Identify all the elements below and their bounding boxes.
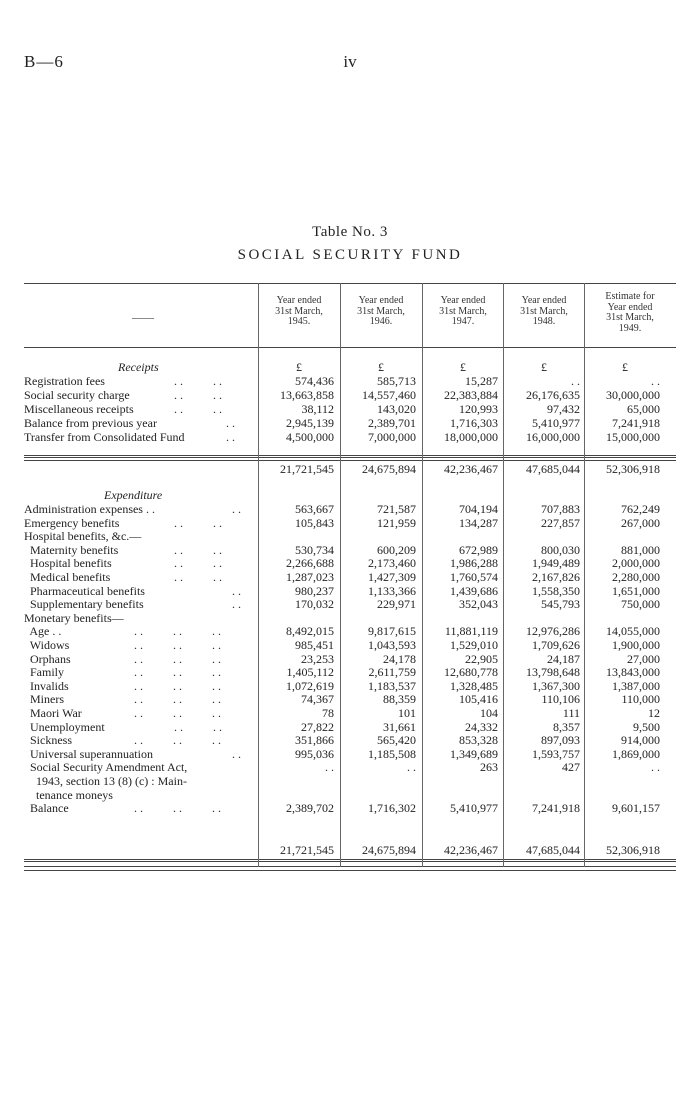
expenditure-row — [24, 585, 676, 598]
value-cell: 1,760,574 — [450, 570, 498, 584]
expenditure-row — [24, 653, 676, 666]
value-cell: 52,306,918 — [606, 843, 660, 857]
value-cell: 229,971 — [377, 597, 416, 612]
value-cell: 427 — [562, 760, 580, 775]
leader-dots: . . . . . . — [134, 733, 221, 748]
value-cell: 24,332 — [465, 719, 498, 734]
value-cell: 47,685,044 — [526, 843, 580, 857]
table-rule — [24, 347, 676, 348]
value-cell: 672,989 — [459, 542, 498, 557]
value-cell: 170,032 — [295, 597, 334, 612]
value-cell: 15,000,000 — [606, 430, 660, 444]
value-cell: 8,492,015 — [286, 624, 334, 639]
column-heading: Year ended 31st March, 1946. — [357, 295, 405, 327]
value-cell: 143,020 — [377, 402, 416, 416]
column-heading: Estimate for Year ended 31st March, 1949. — [605, 291, 655, 334]
value-cell: 110,106 — [541, 692, 580, 707]
value-cell: 134,287 — [459, 515, 498, 530]
value-cell: 24,178 — [383, 651, 416, 666]
row-label: Monetary benefits— — [24, 610, 124, 625]
row-label: Maternity benefits — [24, 542, 119, 557]
value-cell: 707,883 — [541, 502, 580, 516]
value-cell: 27,822 — [301, 719, 334, 734]
value-cell: 352,043 — [459, 597, 498, 612]
value-cell: 31,661 — [383, 719, 416, 734]
row-label: Registration fees — [24, 374, 105, 388]
table-rule — [24, 859, 676, 862]
value-cell: 104 — [480, 706, 498, 720]
expenditure-row — [24, 693, 676, 706]
leader-dots: . . . . — [174, 570, 222, 584]
column-heading: Year ended 31st March, 1947. — [439, 295, 487, 327]
value-cell: 1,185,508 — [368, 746, 416, 761]
leader-dots: . . . . — [174, 542, 222, 557]
expenditure-row — [24, 530, 676, 543]
value-cell: 1,367,300 — [532, 678, 580, 693]
expenditure-row — [24, 598, 676, 611]
value-cell: 14,055,000 — [606, 624, 660, 639]
row-label: Miners — [24, 692, 64, 707]
value-cell: 47,685,044 — [526, 462, 580, 476]
value-cell: 2,167,826 — [532, 570, 580, 584]
row-label: Widows — [24, 638, 70, 652]
value-cell: 14,557,460 — [362, 388, 416, 402]
value-cell: 7,000,000 — [368, 430, 416, 444]
page-number: iv — [343, 52, 357, 71]
value-cell: 9,601,157 — [612, 801, 660, 816]
row-label: Hospital benefits — [24, 556, 112, 571]
value-cell: 24,187 — [547, 651, 580, 666]
row-label: Administration expenses . . — [24, 502, 155, 516]
row-label: Pharmaceutical benefits — [24, 583, 145, 598]
value-cell: 27,000 — [627, 651, 660, 666]
table-title: SOCIAL SECURITY FUND — [237, 247, 463, 263]
value-cell: 1,439,686 — [450, 583, 498, 598]
expenditure-row — [24, 707, 676, 720]
value-cell: 563,667 — [295, 502, 334, 516]
value-cell: 42,236,467 — [444, 843, 498, 857]
row-label: Maori War — [24, 706, 82, 720]
row-label: Invalids — [24, 678, 69, 693]
currency-row — [24, 361, 676, 374]
value-cell: 881,000 — [621, 542, 660, 557]
leader-dots: . . . . . . — [134, 624, 221, 639]
expenditure-total-row — [24, 844, 676, 857]
value-cell: 42,236,467 — [444, 462, 498, 476]
row-label: Transfer from Consolidated Fund — [24, 430, 185, 444]
currency-symbol: £ — [296, 360, 302, 374]
expenditure-row — [24, 544, 676, 557]
row-label: Social Security Amendment Act, — [24, 760, 188, 775]
value-cell: 5,410,977 — [532, 416, 580, 430]
value-cell: 12,680,778 — [444, 665, 498, 680]
leader-dots: . . . . . . — [134, 801, 221, 816]
currency-symbol: £ — [460, 360, 466, 374]
table-rule — [24, 455, 676, 458]
receipt-row — [24, 375, 676, 388]
table-rule — [24, 460, 676, 461]
value-cell: 5,410,977 — [450, 801, 498, 816]
expenditure-row — [24, 761, 676, 774]
leader-dots: . . — [232, 583, 241, 598]
row-label: tenance moneys — [24, 787, 113, 802]
value-cell: 12 — [648, 706, 660, 720]
value-cell: 88,359 — [383, 692, 416, 707]
value-cell: 545,793 — [541, 597, 580, 612]
row-label: Universal superannuation — [24, 746, 153, 761]
currency-symbol: £ — [622, 360, 628, 374]
value-cell: 1,651,000 — [612, 583, 660, 598]
value-cell: 1,287,023 — [286, 570, 334, 584]
value-cell: 101 — [398, 706, 416, 720]
row-label: 1943, section 13 (8) (c) : Main- — [24, 774, 187, 788]
value-cell: 980,237 — [295, 583, 334, 598]
value-cell: 78 — [322, 706, 334, 720]
receipts-total-row — [24, 463, 676, 476]
value-cell: 8,357 — [553, 719, 580, 734]
table-rule — [24, 283, 676, 284]
value-cell: 1,043,593 — [368, 638, 416, 652]
value-cell: 1,072,619 — [286, 678, 334, 693]
value-cell: 1,900,000 — [612, 638, 660, 652]
value-cell: 2,389,701 — [368, 416, 416, 430]
column-heading: Year ended 31st March, 1948. — [520, 295, 568, 327]
value-cell: 985,451 — [295, 638, 334, 652]
value-cell: 1,986,288 — [450, 556, 498, 571]
value-cell: 585,713 — [377, 374, 416, 388]
row-label: Emergency benefits — [24, 515, 120, 530]
currency-symbol: £ — [541, 360, 547, 374]
leader-dots: . . . . — [174, 556, 222, 571]
value-cell: 750,000 — [621, 597, 660, 612]
receipt-row — [24, 431, 676, 444]
expenditure-heading: Expenditure — [104, 488, 163, 502]
value-cell: 105,416 — [459, 692, 498, 707]
value-cell: 13,843,000 — [606, 665, 660, 680]
value-cell: 1,387,000 — [612, 678, 660, 693]
value-cell: 74,367 — [301, 692, 334, 707]
leader-dots: . . — [232, 502, 241, 516]
expenditure-row — [24, 503, 676, 516]
expenditure-row — [24, 802, 676, 815]
expenditure-row — [24, 775, 676, 788]
receipt-row — [24, 403, 676, 416]
row-label: Medical benefits — [24, 570, 111, 584]
leader-dots: . . . . . . — [134, 651, 221, 666]
value-cell: 2,000,000 — [612, 556, 660, 571]
expenditure-row — [24, 612, 676, 625]
value-cell: 38,112 — [301, 402, 334, 416]
value-cell: 26,176,635 — [526, 388, 580, 402]
value-cell: 65,000 — [627, 402, 660, 416]
value-cell: 120,993 — [459, 402, 498, 416]
value-cell: 800,030 — [541, 542, 580, 557]
column-heading: Year ended 31st March, 1945. — [275, 295, 323, 327]
value-cell: 574,436 — [295, 374, 334, 388]
value-cell: 21,721,545 — [280, 462, 334, 476]
value-cell: 2,611,759 — [368, 665, 416, 680]
value-cell: 9,500 — [633, 719, 660, 734]
value-cell: 267,000 — [621, 515, 660, 530]
value-cell: 1,949,489 — [532, 556, 580, 571]
value-cell: 24,675,894 — [362, 843, 416, 857]
value-cell: 97,432 — [547, 402, 580, 416]
value-cell: 1,133,366 — [368, 583, 416, 598]
value-cell: . . — [651, 760, 660, 775]
value-cell: 227,857 — [541, 515, 580, 530]
value-cell: 12,976,286 — [526, 624, 580, 639]
value-cell: 1,869,000 — [612, 746, 660, 761]
expenditure-row — [24, 748, 676, 761]
value-cell: 1,427,309 — [368, 570, 416, 584]
expenditure-row — [24, 680, 676, 693]
value-cell: 1,716,303 — [450, 416, 498, 430]
value-cell: 2,280,000 — [612, 570, 660, 584]
leader-dots: . . . . — [174, 402, 222, 416]
value-cell: 600,209 — [377, 542, 416, 557]
value-cell: 110,000 — [621, 692, 660, 707]
leader-dots: . . . . . . — [134, 665, 221, 680]
expenditure-row — [24, 517, 676, 530]
row-label: Unemployment — [24, 719, 105, 734]
value-cell: 121,959 — [377, 515, 416, 530]
value-cell: . . — [651, 374, 660, 388]
value-cell: 1,709,626 — [532, 638, 580, 652]
value-cell: 111 — [562, 706, 580, 720]
value-cell: 721,587 — [377, 502, 416, 516]
leader-dots: . . — [232, 746, 241, 761]
value-cell: 897,093 — [541, 733, 580, 748]
value-cell: . . — [571, 374, 580, 388]
row-label: Balance from previous year — [24, 416, 157, 430]
value-cell: 11,881,119 — [444, 624, 498, 639]
row-label: Miscellaneous receipts — [24, 402, 134, 416]
value-cell: 1,183,537 — [368, 678, 416, 693]
leader-dots: . . . . — [174, 719, 222, 734]
value-cell: 15,287 — [465, 374, 498, 388]
leader-dots: . . . . . . — [134, 692, 221, 707]
row-label: Family — [24, 665, 65, 680]
value-cell: 4,500,000 — [286, 430, 334, 444]
value-cell: 105,843 — [295, 515, 334, 530]
value-cell: 530,734 — [295, 542, 334, 557]
value-cell: 30,000,000 — [606, 388, 660, 402]
leader-dots: . . . . . . — [134, 706, 221, 720]
value-cell: 13,663,858 — [280, 388, 334, 402]
value-cell: 24,675,894 — [362, 462, 416, 476]
value-cell: 2,389,702 — [286, 801, 334, 816]
value-cell: 1,349,689 — [450, 746, 498, 761]
value-cell: 565,420 — [377, 733, 416, 748]
leader-dots: . . — [226, 416, 235, 430]
value-cell: 7,241,918 — [532, 801, 580, 816]
page-code: B—6 — [24, 52, 64, 71]
value-cell: 22,383,884 — [444, 388, 498, 402]
value-cell: 18,000,000 — [444, 430, 498, 444]
value-cell: 13,798,648 — [526, 665, 580, 680]
row-label: Orphans — [24, 651, 71, 666]
receipts-heading: Receipts — [118, 360, 159, 374]
table-rule — [24, 866, 676, 867]
table-rule — [24, 870, 676, 871]
value-cell: 2,173,460 — [368, 556, 416, 571]
value-cell: 914,000 — [621, 733, 660, 748]
value-cell: . . — [407, 760, 416, 775]
leader-dots: . . . . . . — [134, 638, 221, 652]
expenditure-row — [24, 789, 676, 802]
expenditure-row — [24, 625, 676, 638]
row-label: Hospital benefits, &c.— — [24, 529, 142, 544]
row-label: Social security charge — [24, 388, 130, 402]
value-cell: 1,529,010 — [450, 638, 498, 652]
leader-dots: . . — [226, 430, 235, 444]
value-cell: 263 — [480, 760, 498, 775]
row-label: Sickness — [24, 733, 72, 748]
receipt-row — [24, 417, 676, 430]
leader-dots: . . . . . . — [134, 678, 221, 693]
value-cell: 1,405,112 — [286, 665, 334, 680]
value-cell: 52,306,918 — [606, 462, 660, 476]
leader-dots: . . . . — [174, 515, 222, 530]
expenditure-row — [24, 734, 676, 747]
value-cell: 853,328 — [459, 733, 498, 748]
expenditure-row — [24, 571, 676, 584]
leader-dots: . . . . — [174, 374, 222, 388]
table-number: Table No. 3 — [312, 224, 388, 240]
row-label: Balance — [24, 801, 69, 816]
value-cell: 22,905 — [465, 651, 498, 666]
row-label: Supplementary benefits — [24, 597, 144, 612]
value-cell: 351,866 — [295, 733, 334, 748]
value-cell: 16,000,000 — [526, 430, 580, 444]
value-cell: 23,253 — [301, 651, 334, 666]
leader-dots: . . — [232, 597, 241, 612]
row-label: Age . . — [24, 624, 62, 639]
stub-dash: —— — [132, 312, 154, 324]
value-cell: 1,593,757 — [532, 746, 580, 761]
expenditure-row — [24, 639, 676, 652]
value-cell: 1,716,302 — [368, 801, 416, 816]
expenditure-row — [24, 666, 676, 679]
value-cell: 9,817,615 — [368, 624, 416, 639]
currency-symbol: £ — [378, 360, 384, 374]
value-cell: 21,721,545 — [280, 843, 334, 857]
receipt-row — [24, 389, 676, 402]
expenditure-row — [24, 721, 676, 734]
value-cell: 704,194 — [459, 502, 498, 516]
value-cell: 1,328,485 — [450, 678, 498, 693]
value-cell: 2,266,688 — [286, 556, 334, 571]
value-cell: 2,945,139 — [286, 416, 334, 430]
value-cell: 7,241,918 — [612, 416, 660, 430]
value-cell: 995,036 — [295, 746, 334, 761]
value-cell: 1,558,350 — [532, 583, 580, 598]
expenditure-row — [24, 557, 676, 570]
value-cell: . . — [325, 760, 334, 775]
value-cell: 762,249 — [621, 502, 660, 516]
leader-dots: . . . . — [174, 388, 222, 402]
